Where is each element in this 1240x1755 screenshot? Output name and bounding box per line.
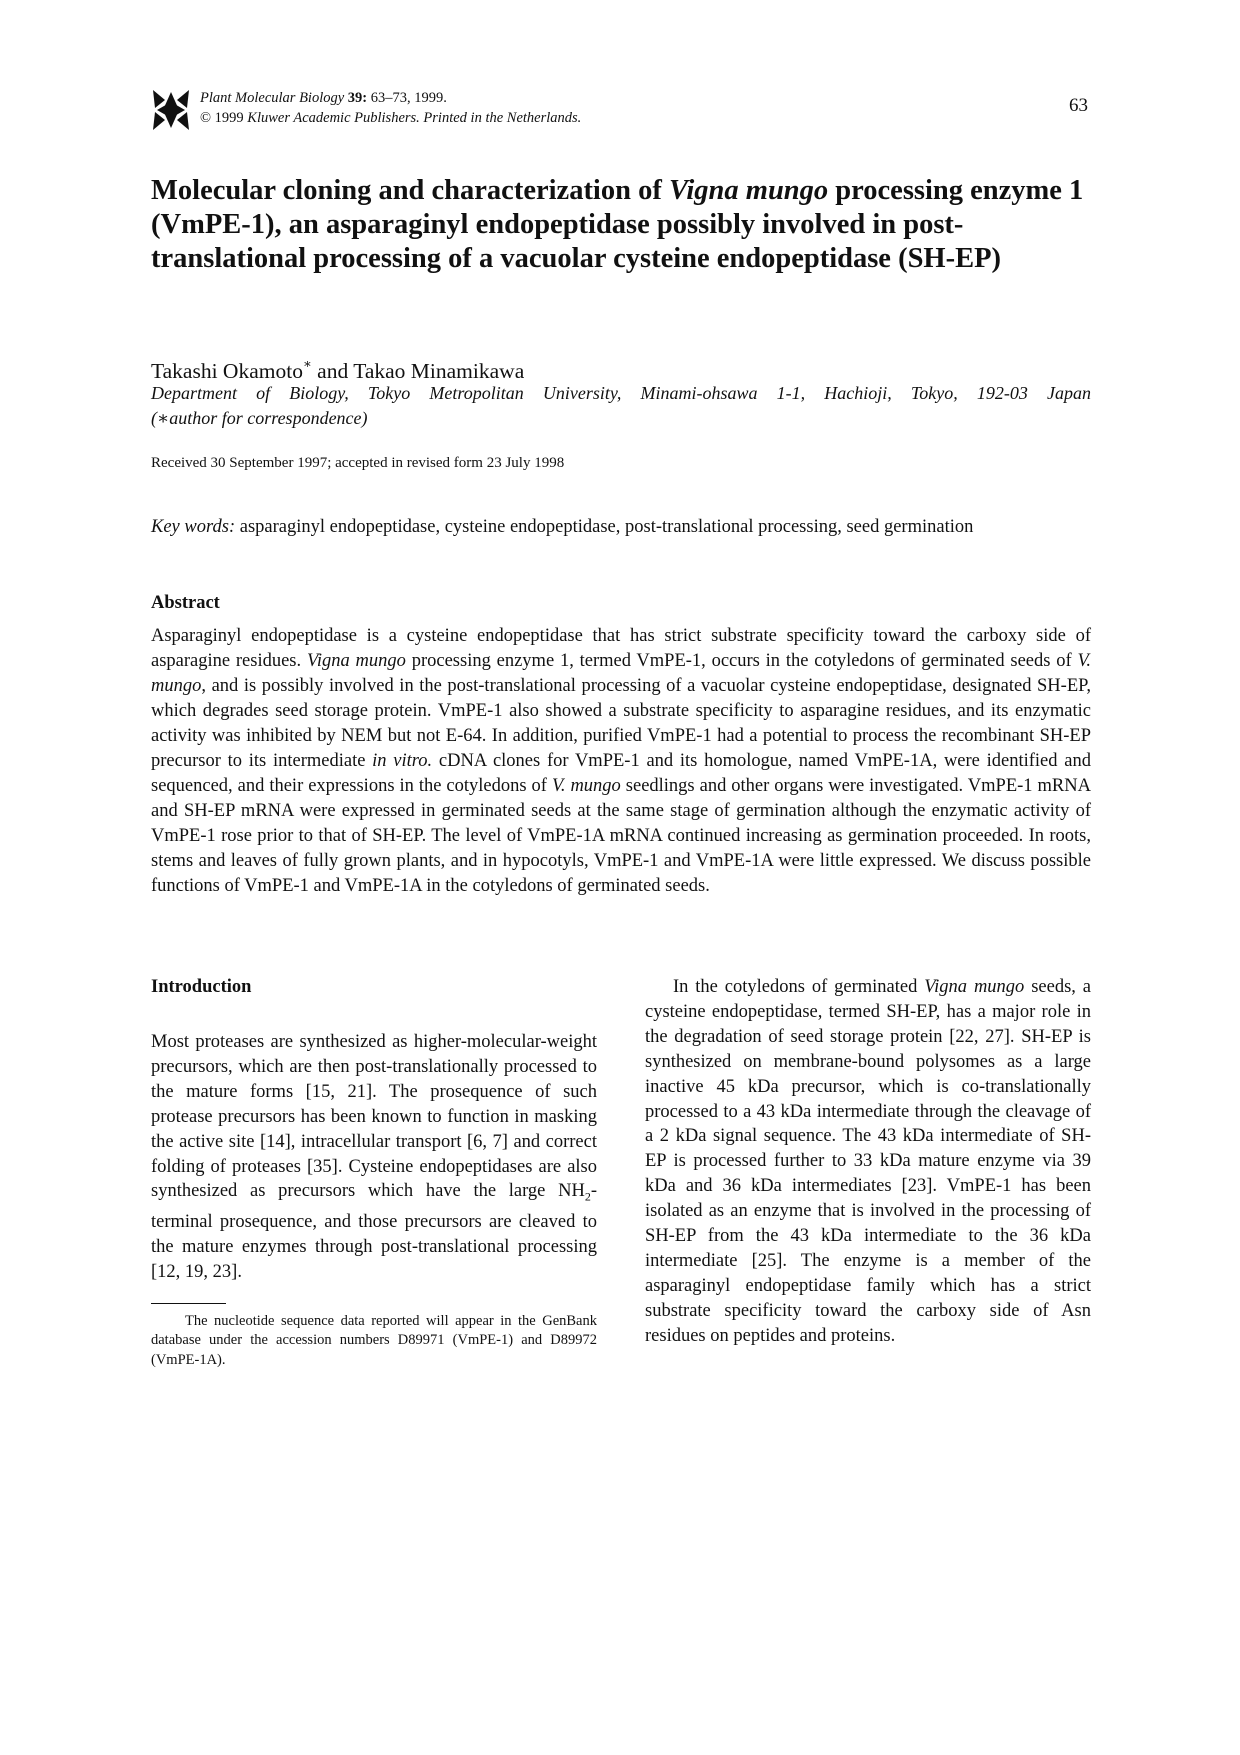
affiliation: Department of Biology, Tokyo Metropolitan University, Minami-ohsawa 1-1, Hachioji, Tokyo, 192-03 Japan — [151, 383, 1091, 403]
paragraph-text-segment: In the cotyledons of germinated — [673, 977, 925, 997]
abstract-text — [151, 624, 1091, 899]
title-part-1: Molecular cloning and characterization of — [151, 175, 669, 206]
abstract-text-segment: cDNA clones for VmPE-1 and its homologue, named VmPE-1A, were identified and sequenced, and their expressions in the cotyledons of — [151, 751, 1091, 796]
keywords — [151, 515, 973, 540]
abstract-text-segment: , and is possibly involved in the post-translational processing of a vacuolar cysteine endopeptidase, designated SH-EP, which degrades seed storage protein. VmPE-1 also showed a substrate specificity to asparagine residues, and its enzymatic activity was inhibited by NEM but not E-64. In addition, purified VmPE-1 had a potential to process the recombinant SH-EP precursor to its intermediate — [151, 676, 1091, 771]
footnote: The nucleotide sequence data reported will appear in the GenBank database under the accession numbers D89971 (VmPE-1) and D89972 (VmPE-1A). — [151, 1312, 597, 1368]
page-number: 63 — [1069, 95, 1088, 116]
footnote-divider — [151, 1303, 226, 1304]
journal-citation — [200, 88, 581, 128]
journal-volume: 39: — [347, 90, 368, 106]
abstract-text-segment: seedlings and other organs were investigated. VmPE-1 mRNA and SH-EP mRNA were expressed in germinated seeds at the same stage of germination although the enzymatic activity of VmPE-1 rose prior to that of SH-EP. The level of VmPE-1A mRNA continued increasing as germination proceeded. In roots, stems and leaves of fully grown plants, and in hypocotyls, VmPE-1 and VmPE-1A were little expressed. We discuss possible functions of VmPE-1 and VmPE-1A in the cotyledons of germinated seeds. — [151, 776, 1091, 896]
introduction-paragraph-2 — [645, 975, 1091, 1349]
species-name: Vigna mungo — [924, 977, 1025, 997]
journal-pages-year: 63–73, 1999. — [370, 90, 447, 106]
journal-line-2 — [200, 108, 581, 128]
copyright: © 1999 — [200, 110, 244, 126]
subscript: 2 — [584, 1190, 591, 1205]
correspondence-note: (∗author for correspondence) — [151, 408, 368, 428]
abstract-text-segment: Asparaginyl endopeptidase is a cysteine endopeptidase that has strict substrate specificity toward the carboxy side of asparagine residues. — [151, 626, 1091, 671]
received-dates: Received 30 September 1997; accepted in revised form 23 July 1998 — [151, 455, 565, 471]
abstract-species-name: Vigna mungo — [306, 651, 406, 671]
abstract-species-name: V. mungo — [151, 651, 1092, 696]
right-column — [645, 975, 1091, 1349]
title-part-2: processing enzyme 1 (VmPE-1), an asparaginyl endopeptidase possibly involved in post-translational processing of a vacuolar cysteine endopeptidase (SH-EP) — [151, 175, 1084, 274]
introduction-paragraph-1 — [151, 1030, 597, 1285]
abstract-text-segment: processing enzyme 1, termed VmPE-1, occurs in the cotyledons of germinated seeds of — [405, 651, 1078, 671]
keywords-list: asparaginyl endopeptidase, cysteine endopeptidase, post-translational processing, seed germination — [235, 517, 974, 537]
publisher-logo-icon — [151, 88, 191, 132]
publisher-name: Kluwer Academic Publishers. — [247, 110, 420, 126]
article-title — [151, 174, 1091, 276]
journal-name: Plant Molecular Biology — [200, 90, 345, 106]
paragraph-text-segment: seeds, a cysteine endopeptidase, termed SH-EP, has a major role in the degradation of seed storage protein [22, 27]. SH-EP is synthesized on membrane-bound polysomes as a large inactive 45 kDa precursor, which is co-translationally processed to a 43 kDa intermediate through the cleavage of a 2 kDa signal sequence. The 43 kDa intermediate of SH-EP is processed further to 33 kDa mature enzyme via 39 kDa and 36 kDa intermediates [23]. VmPE-1 has been isolated as an enzyme that is involved in the processing of SH-EP from the 43 kDa intermediate to the 36 kDa intermediate [25]. The enzyme is a member of the asparaginyl endopeptidase family which has a strict substrate specificity toward the carboxy side of Asn residues on peptides and proteins. — [645, 977, 1091, 1346]
printed-location: Printed in the Netherlands. — [423, 110, 582, 126]
paragraph-text-segment: Most proteases are synthesized as higher-molecular-weight precursors, which are then post-translationally processed to the mature forms [15, 21]. The prosequence of such protease precursors has been known to function in masking the active site [14], intracellular transport [6, 7] and correct folding of proteases [35]. Cysteine endopeptidases are also synthesized as precursors which have the large NH — [151, 1032, 597, 1202]
title-species: Vigna mungo — [668, 175, 829, 206]
author-connector: and — [311, 359, 354, 384]
paragraph-text-segment: -terminal prosequence, and those precursors are cleaved to the mature enzymes through post-translational processing [12, 19, 23]. — [151, 1181, 597, 1282]
correspondence-mark: ∗ — [302, 356, 312, 371]
journal-line-1 — [200, 88, 581, 108]
abstract-species-name: V. mungo — [551, 776, 621, 796]
left-column — [151, 975, 597, 1370]
author-2: Takao Minamikawa — [353, 359, 525, 384]
abstract-in-vitro: in vitro. — [372, 751, 433, 771]
abstract-heading: Abstract — [151, 593, 220, 613]
author-1: Takashi Okamoto — [151, 359, 303, 384]
introduction-heading: Introduction — [151, 977, 252, 997]
keywords-label: Key words: — [151, 517, 236, 537]
